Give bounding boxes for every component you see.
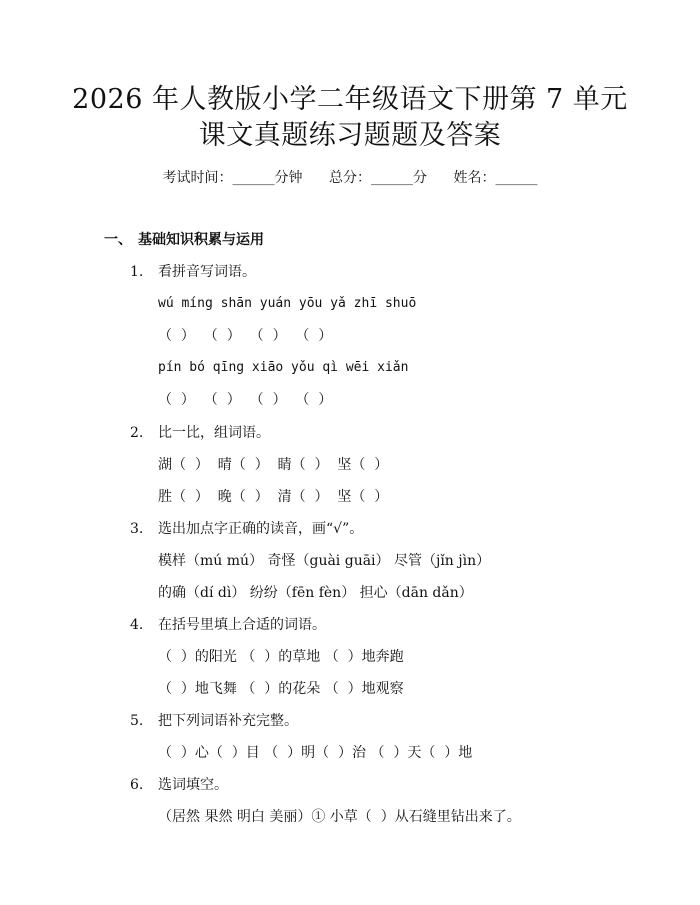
student-name: 姓名：______	[453, 170, 538, 186]
question-prompt: 在括号里填上合适的词语。	[158, 617, 326, 633]
answer-blanks: （ ） （ ） （ ） （ ）	[158, 328, 333, 344]
question-prompt: 看拼音写词语。	[158, 264, 256, 280]
exam-meta	[0, 168, 700, 188]
question-3	[130, 519, 363, 539]
question-prompt: 选出加点字正确的读音，画“√”。	[158, 521, 364, 537]
question-line: （ ）的阳光 （ ）的草地 （ ）地奔跑	[158, 649, 404, 665]
section-heading	[104, 230, 264, 250]
section-title: 基础知识积累与运用	[138, 232, 264, 248]
exam-score: 总分：______分	[329, 170, 427, 186]
document-title-line2: 课文真题练习题题及答案	[198, 120, 502, 151]
question-prompt: 比一比，组词语。	[158, 425, 270, 441]
answer-blanks: （ ） （ ） （ ） （ ）	[158, 392, 333, 408]
question-line: 胜（ ） 晚（ ） 清（ ） 坚（ ）	[158, 489, 389, 505]
question-prompt: 选词填空。	[158, 777, 228, 793]
question-5	[130, 711, 298, 731]
question-number: 6.	[130, 777, 144, 793]
question-4	[130, 615, 326, 635]
pinyin-line: pín bó qīng xiāo yǒu qì wēi xiǎn	[158, 360, 409, 375]
question-line: 的确（dí dì） 纷纷（fēn fèn） 担心（dān dǎn）	[158, 585, 473, 601]
question-6	[130, 775, 228, 795]
question-number: 2.	[130, 425, 144, 441]
question-number: 1.	[130, 264, 144, 280]
section-number: 一、	[104, 232, 132, 248]
question-line: 模样（mú mú） 奇怪（guài guāi） 尽管（jǐn jìn）	[158, 553, 491, 569]
question-number: 5.	[130, 713, 144, 729]
question-line: （ ）地飞舞 （ ）的花朵 （ ）地观察	[158, 681, 404, 697]
pinyin-line: wú míng shān yuán yōu yǎ zhī shuō	[158, 296, 417, 311]
question-number: 3.	[130, 521, 144, 537]
question-line: （ ）心（ ）目 （ ）明（ ）治 （ ）天（ ）地	[158, 745, 473, 761]
question-line: （居然 果然 明白 美丽）① 小草（ ）从石缝里钻出来了。	[158, 809, 521, 825]
question-number: 4.	[130, 617, 144, 633]
question-1	[130, 262, 256, 282]
document-title-line1: 2026 年人教版小学二年级语文下册第 7 单元	[72, 84, 628, 115]
exam-time: 考试时间：______分钟	[162, 170, 303, 186]
question-2	[130, 423, 270, 443]
question-prompt: 把下列词语补充完整。	[158, 713, 298, 729]
question-line: 湖（ ） 晴（ ） 睛（ ） 坚（ ）	[158, 457, 389, 473]
